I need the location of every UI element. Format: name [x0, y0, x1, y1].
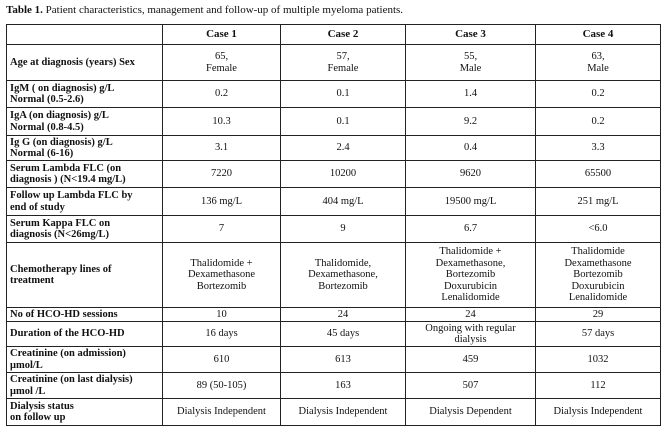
table-cell: 24 — [406, 308, 536, 322]
table-cell: 16 days — [163, 322, 281, 347]
table-cell: Thalidomide Dexamethasone Bortezomib Doxurubicin Lenalidomide — [536, 243, 661, 308]
table-cell: 1032 — [536, 347, 661, 373]
table-cell: 251 mg/L — [536, 188, 661, 216]
table-cell: 10.3 — [163, 108, 281, 136]
table-cell: 136 mg/L — [163, 188, 281, 216]
table-cell: 507 — [406, 373, 536, 399]
table-cell: Thalidomide, Dexamethasone, Bortezomib — [281, 243, 406, 308]
row-label: Ig G (on diagnosis) g/L Normal (6-16) — [7, 136, 163, 161]
table-cell: Dialysis Dependent — [406, 399, 536, 426]
table-cell: 459 — [406, 347, 536, 373]
table-cell: 10200 — [281, 161, 406, 188]
table-cell: Thalidomide + Dexamethasone Bortezomib — [163, 243, 281, 308]
row-label: Serum Kappa FLC on diagnosis (N<26mg/L) — [7, 216, 163, 243]
table-row — [7, 81, 661, 108]
table-row — [7, 399, 661, 426]
table-cell: 65, Female — [163, 45, 281, 81]
table-cell: Thalidomide + Dexamethasone, Bortezomib Doxurubicin Lenalidomide — [406, 243, 536, 308]
table-cell: 613 — [281, 347, 406, 373]
header-case-1: Case 1 — [163, 25, 281, 45]
row-label: Duration of the HCO-HD — [7, 322, 163, 347]
table-cell: 89 (50-105) — [163, 373, 281, 399]
row-label: Creatinine (on admission) μmol/L — [7, 347, 163, 373]
caption-label: Table 1. — [6, 4, 43, 16]
header-case-4: Case 4 — [536, 25, 661, 45]
table-cell: 3.1 — [163, 136, 281, 161]
table-cell: 0.1 — [281, 108, 406, 136]
table-cell: 404 mg/L — [281, 188, 406, 216]
table-row — [7, 322, 661, 347]
table-cell: Dialysis Independent — [163, 399, 281, 426]
table-cell: 7 — [163, 216, 281, 243]
table-cell: 0.1 — [281, 81, 406, 108]
table-cell: 63, Male — [536, 45, 661, 81]
table-cell: 19500 mg/L — [406, 188, 536, 216]
table-row — [7, 161, 661, 188]
row-label: Serum Lambda FLC (on diagnosis ) (N<19.4 mg/L) — [7, 161, 163, 188]
table-cell: 10 — [163, 308, 281, 322]
table-cell: Dialysis Independent — [536, 399, 661, 426]
table-cell: 24 — [281, 308, 406, 322]
row-label: Creatinine (on last dialysis) μmol /L — [7, 373, 163, 399]
table-caption — [6, 4, 403, 17]
table-cell: 55, Male — [406, 45, 536, 81]
table-cell: Ongoing with regular dialysis — [406, 322, 536, 347]
table-cell: 112 — [536, 373, 661, 399]
table-cell: 65500 — [536, 161, 661, 188]
table-row — [7, 136, 661, 161]
row-label: No of HCO-HD sessions — [7, 308, 163, 322]
header-row — [7, 25, 661, 45]
row-label: Follow up Lambda FLC by end of study — [7, 188, 163, 216]
table-cell: 2.4 — [281, 136, 406, 161]
table-cell: 45 days — [281, 322, 406, 347]
table-cell: 29 — [536, 308, 661, 322]
table-cell: Dialysis Independent — [281, 399, 406, 426]
table-cell: 1.4 — [406, 81, 536, 108]
table-cell: 9620 — [406, 161, 536, 188]
patient-table — [6, 24, 661, 426]
table-cell: 163 — [281, 373, 406, 399]
header-cell-empty — [7, 25, 163, 45]
row-label: IgA (on diagnosis) g/L Normal (0.8-4.5) — [7, 108, 163, 136]
table-cell: <6.0 — [536, 216, 661, 243]
row-label: Age at diagnosis (years) Sex — [7, 45, 163, 81]
row-label: Chemotherapy lines of treatment — [7, 243, 163, 308]
table-cell: 0.2 — [536, 108, 661, 136]
table-cell: 610 — [163, 347, 281, 373]
caption-text: Patient characteristics, management and follow-up of multiple myeloma patients. — [45, 4, 404, 16]
header-case-2: Case 2 — [281, 25, 406, 45]
table-row — [7, 216, 661, 243]
table-cell: 3.3 — [536, 136, 661, 161]
table-row — [7, 347, 661, 373]
table-cell: 0.2 — [163, 81, 281, 108]
table-row — [7, 45, 661, 81]
table-row — [7, 188, 661, 216]
row-label: Dialysis status on follow up — [7, 399, 163, 426]
table-row — [7, 243, 661, 308]
table-cell: 57, Female — [281, 45, 406, 81]
table-cell: 7220 — [163, 161, 281, 188]
table-cell: 6.7 — [406, 216, 536, 243]
table-cell: 0.2 — [536, 81, 661, 108]
row-label: IgM ( on diagnosis) g/L Normal (0.5-2.6) — [7, 81, 163, 108]
table-cell: 57 days — [536, 322, 661, 347]
table-cell: 9.2 — [406, 108, 536, 136]
table-row — [7, 373, 661, 399]
table-cell: 9 — [281, 216, 406, 243]
table-row — [7, 108, 661, 136]
header-case-3: Case 3 — [406, 25, 536, 45]
table-cell: 0.4 — [406, 136, 536, 161]
table-row — [7, 308, 661, 322]
